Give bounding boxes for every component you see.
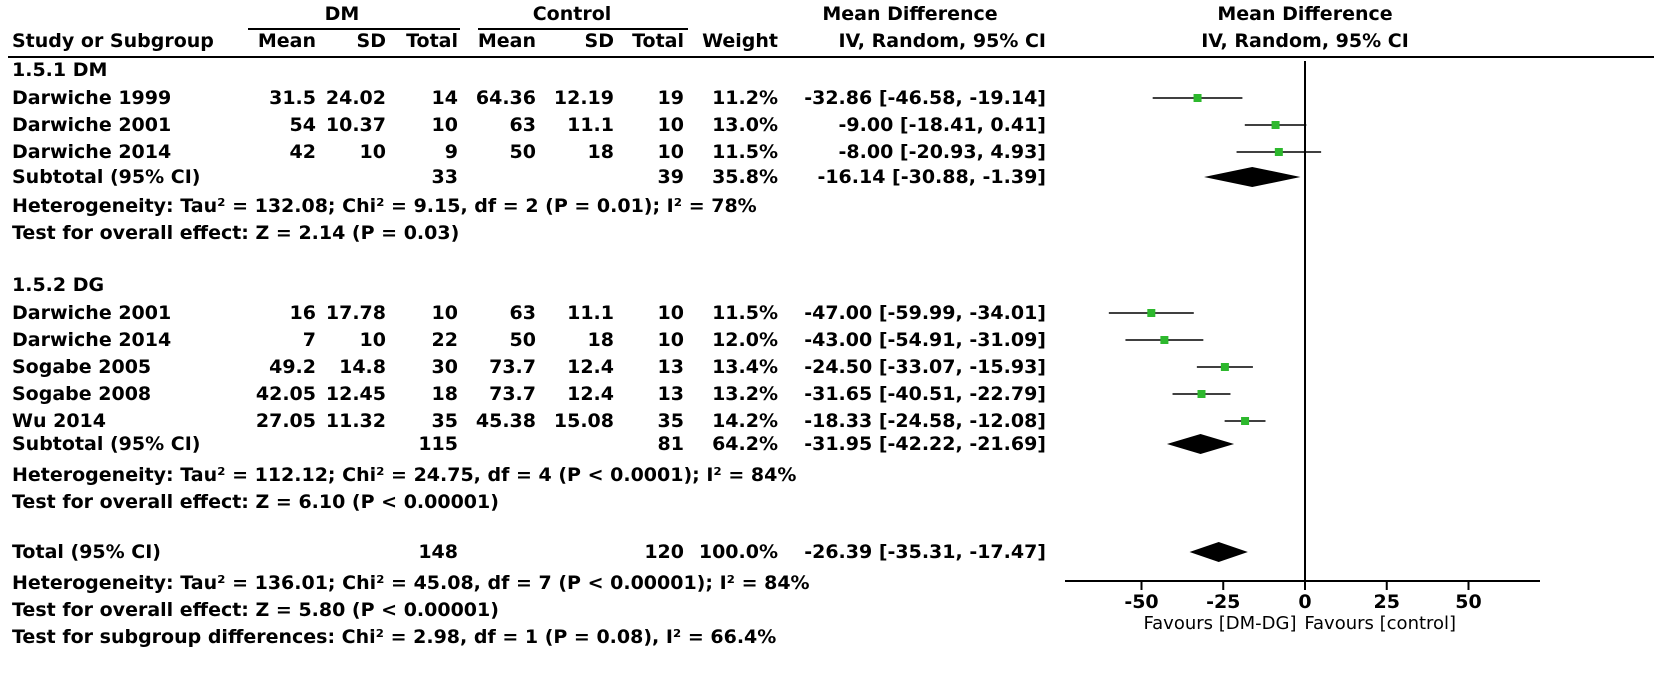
subtotal-label: Subtotal (95% CI) xyxy=(12,433,201,455)
study-sd1: 11.32 xyxy=(325,410,386,432)
overall-effect-text: Test for overall effect: Z = 2.14 (P = 0.03) xyxy=(12,222,460,244)
subtotal-diamond xyxy=(1167,434,1234,454)
study-sd1: 14.8 xyxy=(339,356,386,378)
study-weight: 11.2% xyxy=(712,87,778,109)
subgroup-differences-text: Test for subgroup differences: Chi² = 2.98, df = 1 (P = 0.08), I² = 66.4% xyxy=(12,626,777,648)
study-total1: 22 xyxy=(431,329,458,351)
subtotal-ci: -16.14 [-30.88, -1.39] xyxy=(817,166,1046,188)
heterogeneity-text: Heterogeneity: Tau² = 132.08; Chi² = 9.15, df = 2 (P = 0.01); I² = 78% xyxy=(12,195,757,217)
study-sd1: 24.02 xyxy=(325,87,386,109)
study-sd1: 10 xyxy=(359,141,386,163)
study-total2: 13 xyxy=(657,356,684,378)
total-total1: 148 xyxy=(418,541,458,563)
total-label: Total (95% CI) xyxy=(12,541,161,563)
study-weight: 11.5% xyxy=(712,302,778,324)
x-tick-label: -50 xyxy=(1124,591,1159,613)
subtotal-diamond xyxy=(1204,167,1300,187)
study-total2: 10 xyxy=(657,329,684,351)
subtotal-weight: 35.8% xyxy=(712,166,778,188)
study-total1: 10 xyxy=(431,302,458,324)
study-mean2: 50 xyxy=(509,141,536,163)
overall-effect-text: Test for overall effect: Z = 6.10 (P < 0.00001) xyxy=(12,491,499,513)
study-name: Sogabe 2005 xyxy=(12,356,152,378)
study-sd2: 12.4 xyxy=(567,383,614,405)
study-sd1: 17.78 xyxy=(325,302,386,324)
study-total1: 10 xyxy=(431,114,458,136)
study-mean2: 50 xyxy=(509,329,536,351)
study-weight: 13.0% xyxy=(712,114,778,136)
total-overall-effect-text: Test for overall effect: Z = 5.80 (P < 0.00001) xyxy=(12,599,499,621)
sd1-column-header: SD xyxy=(356,30,386,52)
x-tick-label: 50 xyxy=(1455,591,1482,613)
mean2-column-header: Mean xyxy=(477,30,536,52)
study-effect-square xyxy=(1160,336,1168,344)
study-mean1: 7 xyxy=(302,329,316,351)
total-heterogeneity-text: Heterogeneity: Tau² = 136.01; Chi² = 45.08, df = 7 (P < 0.00001); I² = 84% xyxy=(12,572,810,594)
favours-right-label: Favours [control] xyxy=(1304,613,1457,634)
study-sd1: 10 xyxy=(359,329,386,351)
study-sd2: 18 xyxy=(587,329,614,351)
study-mean1: 42 xyxy=(289,141,316,163)
weight-column-header: Weight xyxy=(702,30,778,52)
study-sd2: 12.4 xyxy=(567,356,614,378)
study-mean2: 73.7 xyxy=(489,383,536,405)
study-name: Wu 2014 xyxy=(12,410,106,432)
study-mean1: 31.5 xyxy=(269,87,316,109)
study-total1: 14 xyxy=(431,87,458,109)
x-tick-label: 25 xyxy=(1373,591,1400,613)
subtotal-total2: 81 xyxy=(657,433,684,455)
group2-header: Control xyxy=(532,3,612,25)
study-ci: -24.50 [-33.07, -15.93] xyxy=(804,356,1046,378)
subgroup-heading: 1.5.1 DM xyxy=(12,59,108,81)
subtotal-ci: -31.95 [-42.22, -21.69] xyxy=(804,433,1046,455)
study-total1: 9 xyxy=(444,141,458,163)
study-total2: 10 xyxy=(657,114,684,136)
study-sd2: 12.19 xyxy=(553,87,614,109)
study-sd2: 18 xyxy=(587,141,614,163)
study-sd1: 12.45 xyxy=(325,383,386,405)
group1-header: DM xyxy=(324,3,360,25)
total-total2: 120 xyxy=(644,541,684,563)
study-mean1: 42.05 xyxy=(255,383,316,405)
sd2-column-header: SD xyxy=(584,30,614,52)
study-total1: 35 xyxy=(431,410,458,432)
study-name: Sogabe 2008 xyxy=(12,383,152,405)
study-weight: 12.0% xyxy=(712,329,778,351)
study-mean2: 45.38 xyxy=(475,410,536,432)
study-ci: -31.65 [-40.51, -22.79] xyxy=(804,383,1046,405)
total-ci: -26.39 [-35.31, -17.47] xyxy=(804,541,1046,563)
subgroup-heading: 1.5.2 DG xyxy=(12,274,105,296)
study-column-header: Study or Subgroup xyxy=(12,30,214,52)
favours-left-label: Favours [DM-DG] xyxy=(1143,613,1297,634)
study-name: Darwiche 2014 xyxy=(12,329,172,351)
study-ci: -32.86 [-46.58, -19.14] xyxy=(804,87,1046,109)
study-ci: -8.00 [-20.93, 4.93] xyxy=(838,141,1046,163)
study-mean2: 64.36 xyxy=(475,87,536,109)
study-mean2: 73.7 xyxy=(489,356,536,378)
study-effect-square xyxy=(1221,363,1229,371)
study-total2: 13 xyxy=(657,383,684,405)
study-mean1: 16 xyxy=(289,302,316,324)
study-total2: 10 xyxy=(657,302,684,324)
total2-column-header: Total xyxy=(632,30,684,52)
study-weight: 13.4% xyxy=(712,356,778,378)
study-ci: -43.00 [-54.91, -31.09] xyxy=(804,329,1046,351)
study-mean1: 54 xyxy=(289,114,316,136)
md-header-title: Mean Difference xyxy=(822,3,998,25)
study-name: Darwiche 1999 xyxy=(12,87,172,109)
x-tick-label: 0 xyxy=(1298,591,1312,613)
study-sd2: 11.1 xyxy=(567,302,614,324)
study-weight: 13.2% xyxy=(712,383,778,405)
subtotal-total2: 39 xyxy=(657,166,684,188)
study-total2: 10 xyxy=(657,141,684,163)
study-weight: 11.5% xyxy=(712,141,778,163)
study-name: Darwiche 2001 xyxy=(12,302,172,324)
subtotal-total1: 33 xyxy=(431,166,458,188)
subtotal-weight: 64.2% xyxy=(712,433,778,455)
study-total2: 35 xyxy=(657,410,684,432)
study-mean2: 63 xyxy=(509,302,536,324)
study-ci: -18.33 [-24.58, -12.08] xyxy=(804,410,1046,432)
plot-column-subheader: IV, Random, 95% CI xyxy=(1201,30,1409,52)
study-effect-square xyxy=(1194,94,1202,102)
study-effect-square xyxy=(1198,390,1206,398)
study-weight: 14.2% xyxy=(712,410,778,432)
study-effect-square xyxy=(1147,309,1155,317)
study-total1: 30 xyxy=(431,356,458,378)
x-tick-label: -25 xyxy=(1206,591,1241,613)
study-effect-square xyxy=(1272,121,1280,129)
study-name: Darwiche 2001 xyxy=(12,114,172,136)
total-weight: 100.0% xyxy=(698,541,778,563)
md-column-subheader: IV, Random, 95% CI xyxy=(838,30,1046,52)
mean1-column-header: Mean xyxy=(257,30,316,52)
study-sd1: 10.37 xyxy=(325,114,386,136)
total-diamond xyxy=(1190,542,1248,562)
study-ci: -9.00 [-18.41, 0.41] xyxy=(838,114,1046,136)
total1-column-header: Total xyxy=(406,30,458,52)
study-effect-square xyxy=(1241,417,1249,425)
study-sd2: 15.08 xyxy=(553,410,614,432)
study-total2: 19 xyxy=(657,87,684,109)
heterogeneity-text: Heterogeneity: Tau² = 112.12; Chi² = 24.75, df = 4 (P < 0.0001); I² = 84% xyxy=(12,464,797,486)
subtotal-total1: 115 xyxy=(418,433,458,455)
study-name: Darwiche 2014 xyxy=(12,141,172,163)
study-total1: 18 xyxy=(431,383,458,405)
study-effect-square xyxy=(1275,148,1283,156)
study-mean1: 49.2 xyxy=(269,356,316,378)
subtotal-label: Subtotal (95% CI) xyxy=(12,166,201,188)
plot-header-title: Mean Difference xyxy=(1217,3,1393,25)
study-mean2: 63 xyxy=(509,114,536,136)
study-ci: -47.00 [-59.99, -34.01] xyxy=(804,302,1046,324)
study-sd2: 11.1 xyxy=(567,114,614,136)
study-mean1: 27.05 xyxy=(255,410,316,432)
